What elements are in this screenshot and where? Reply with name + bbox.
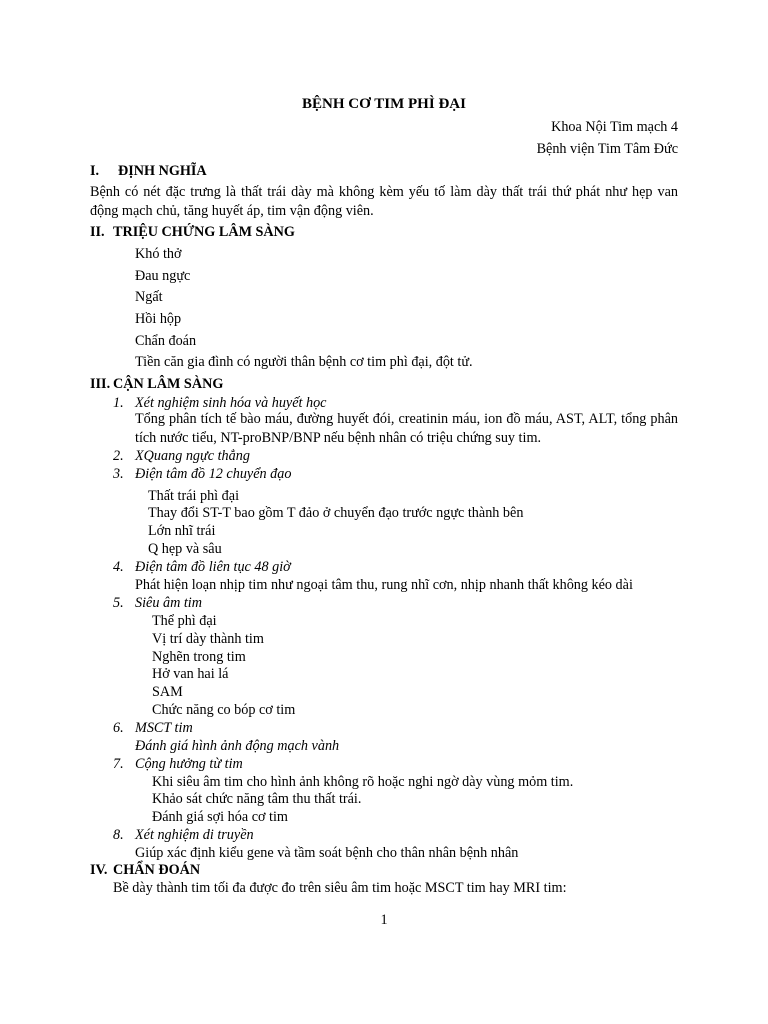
echo-item: Hở van hai lá — [152, 666, 229, 682]
subsection-number: 2. — [113, 448, 124, 464]
subsection-title: Điện tâm đồ 12 chuyển đạo — [135, 466, 292, 482]
subsection-title: Xét nghiệm di truyền — [135, 827, 254, 843]
ecg-item: Lớn nhĩ trái — [148, 523, 216, 539]
ecg-item: Q hẹp và sâu — [148, 541, 222, 557]
subsection-text: Đánh giá hình ảnh động mạch vành — [135, 738, 340, 754]
symptom-item: Khó thở — [135, 246, 182, 262]
page-number: 1 — [380, 912, 388, 928]
echo-item: SAM — [152, 684, 183, 700]
echo-item: Thể phì đại — [152, 613, 217, 629]
subsection-number: 1. — [113, 395, 124, 411]
section-3-heading: CẬN LÂM SÀNG — [113, 376, 224, 392]
document-title: BỆNH CƠ TIM PHÌ ĐẠI — [302, 96, 466, 112]
subsection-number: 7. — [113, 756, 124, 772]
subsection-number: 6. — [113, 720, 124, 736]
department-label: Khoa Nội Tim mạch 4 — [551, 119, 678, 135]
section-1-heading: ĐỊNH NGHĨA — [118, 163, 207, 179]
symptom-item: Ngất — [135, 289, 163, 305]
subsection-text: Phát hiện loạn nhịp tim như ngoại tâm thu, rung nhĩ cơn, nhịp nhanh thất không kéo dài — [135, 577, 633, 593]
subsection-title: Xét nghiệm sinh hóa và huyết học — [135, 395, 327, 411]
section-1-text: Bệnh có nét đặc trưng là thất trái dày mà không kèm yếu tố làm dày thất trái thứ phát như hẹp van động mạch chủ, tăng huyết áp, tim vận động viên. — [90, 184, 678, 219]
subsection-text: Tổng phân tích tế bào máu, đường huyết đói, creatinin máu, ion đồ máu, AST, ALT, tổng phân tích nước tiểu, NT-proBNP/BNP nếu bệnh nhân có triệu chứng suy tim. — [135, 411, 678, 446]
subsection-number: 4. — [113, 559, 124, 575]
subsection-title: Cộng hưởng từ tim — [135, 756, 243, 772]
echo-item: Chức năng co bóp cơ tim — [152, 702, 296, 718]
echo-item: Vị trí dày thành tim — [152, 631, 264, 647]
symptom-item: Tiền căn gia đình có người thân bệnh cơ tim phì đại, đột tử. — [135, 354, 473, 370]
subsection-title: XQuang ngực thẳng — [135, 448, 250, 464]
subsection-number: 8. — [113, 827, 124, 843]
subsection-number: 3. — [113, 466, 124, 482]
ecg-item: Thất trái phì đại — [148, 488, 240, 504]
section-2-number: II. — [90, 224, 105, 240]
mri-item: Khi siêu âm tim cho hình ảnh không rõ hoặc nghi ngờ dày vùng mỏm tim. — [152, 774, 574, 790]
ecg-item: Thay đổi ST-T bao gồm T đảo ở chuyển đạo trước ngực thành bên — [148, 505, 524, 521]
subsection-title: Siêu âm tim — [135, 595, 202, 611]
symptom-item: Chẩn đoán — [135, 333, 197, 349]
section-2-heading: TRIỆU CHỨNG LÂM SÀNG — [113, 224, 295, 240]
mri-item: Đánh giá sợi hóa cơ tim — [152, 809, 288, 825]
hospital-label: Bệnh viện Tim Tâm Đức — [536, 141, 678, 157]
section-4-number: IV. — [90, 862, 108, 878]
section-4-text: Bề dày thành tim tối đa được đo trên siêu âm tim hoặc MSCT tim hay MRI tim: — [113, 880, 567, 896]
symptom-item: Đau ngực — [135, 268, 191, 284]
symptom-item: Hồi hộp — [135, 311, 182, 327]
subsection-title: Điện tâm đồ liên tục 48 giờ — [135, 559, 291, 575]
mri-item: Khảo sát chức năng tâm thu thất trái. — [152, 791, 362, 807]
section-4-heading: CHẨN ĐOÁN — [113, 862, 201, 878]
subsection-title: MSCT tim — [135, 720, 193, 736]
section-3-number: III. — [90, 376, 111, 392]
echo-item: Nghẽn trong tim — [152, 649, 246, 665]
subsection-text: Giúp xác định kiểu gene và tầm soát bệnh cho thân nhân bệnh nhân — [135, 845, 519, 861]
subsection-number: 5. — [113, 595, 124, 611]
section-1-number: I. — [90, 163, 100, 179]
